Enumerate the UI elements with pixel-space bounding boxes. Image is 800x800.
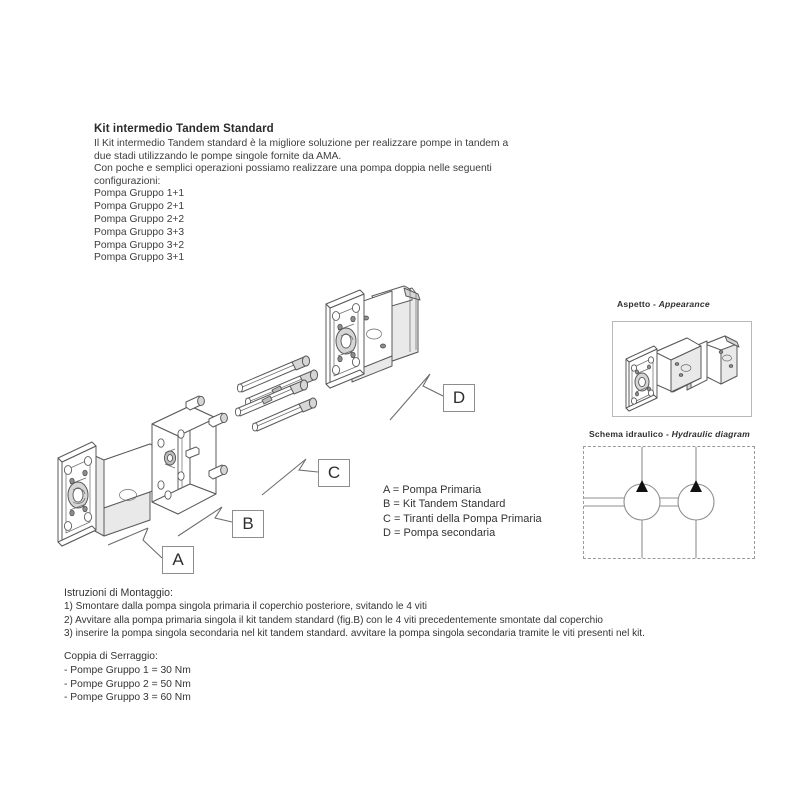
configuration-item: Pompa Gruppo 1+1 [94,188,185,200]
legend-list [383,483,542,541]
tandem-kit-block-illustration [152,396,227,514]
hydraulic-title-en: Hydraulic diagram [671,429,750,439]
secondary-pump-illustration [326,286,420,388]
legend-item-a: A = Pompa Primaria [383,484,482,496]
leader-line-a [108,528,162,558]
appearance-panel-box [612,321,752,417]
appearance-panel-title [617,299,710,309]
torque-row: - Pompe Gruppo 3 = 60 Nm [64,692,191,704]
instruction-step: 2) Avvitare alla pompa primaria singola il kit tandem standard (fig.B) con le 4 viti precedentemente smontate dal coperchio [64,614,603,626]
configuration-item: Pompa Gruppo 2+2 [94,213,185,225]
appearance-title-en: Appearance [658,299,710,309]
configuration-item: Pompa Gruppo 3+2 [94,239,185,251]
configuration-item: Pompa Gruppo 3+3 [94,226,185,238]
legend-item-b: B = Kit Tandem Standard [383,498,506,511]
intro-paragraph-2: Con poche e semplici operazioni possiamo realizzare una pompa doppia nelle seguenti configurazioni: [94,163,492,187]
hydraulic-panel-title [589,429,750,439]
callout-label-a: A [162,546,194,574]
leader-line-b [178,507,232,536]
hydraulic-diagram-box [583,446,755,559]
intro-text-block [94,122,514,265]
callout-label-c: C [318,459,350,487]
torque-spec-block [64,650,191,705]
configuration-item: Pompa Gruppo 3+1 [94,252,185,264]
legend-item-d: D = Pompa secondaria [383,527,496,540]
tie-rods-illustration [235,356,317,431]
leader-line-d [390,374,443,420]
instructions-heading: Istruzioni di Montaggio: [64,587,173,599]
leader-line-c [262,459,318,495]
instruction-step: 1) Smontare dalla pompa singola primaria il coperchio posteriore, svitando le 4 viti [64,601,427,612]
assembled-tandem-pump-illustration [613,322,751,416]
hydraulic-schematic [584,447,754,558]
appearance-title-it: Aspetto - [617,299,659,309]
torque-row: - Pompe Gruppo 1 = 30 Nm [64,665,191,676]
configuration-item: Pompa Gruppo 2+1 [94,201,185,213]
torque-row: - Pompe Gruppo 2 = 50 Nm [64,678,191,690]
assembly-instructions-block [64,586,724,641]
primary-pump-illustration [58,442,166,546]
instruction-step: 3) inserire la pompa singola secondaria nel kit tandem standard. avvitare la pompa singola secondaria tramite le viti presenti nel kit. [64,628,645,640]
hydraulic-title-it: Schema idraulico - [589,429,672,439]
callout-label-d: D [443,384,475,412]
callout-label-b: B [232,510,264,538]
legend-item-c: C = Tiranti della Pompa Primaria [383,512,542,525]
intro-paragraph-1: Il Kit intermedio Tandem standard è la migliore soluzione per realizzare pompe in tandem a due stadi utilizzando le pompe singole fornite da AMA. [94,138,509,162]
torque-heading: Coppia di Serraggio: [64,651,158,662]
page-title: Kit intermedio Tandem Standard [94,123,274,135]
